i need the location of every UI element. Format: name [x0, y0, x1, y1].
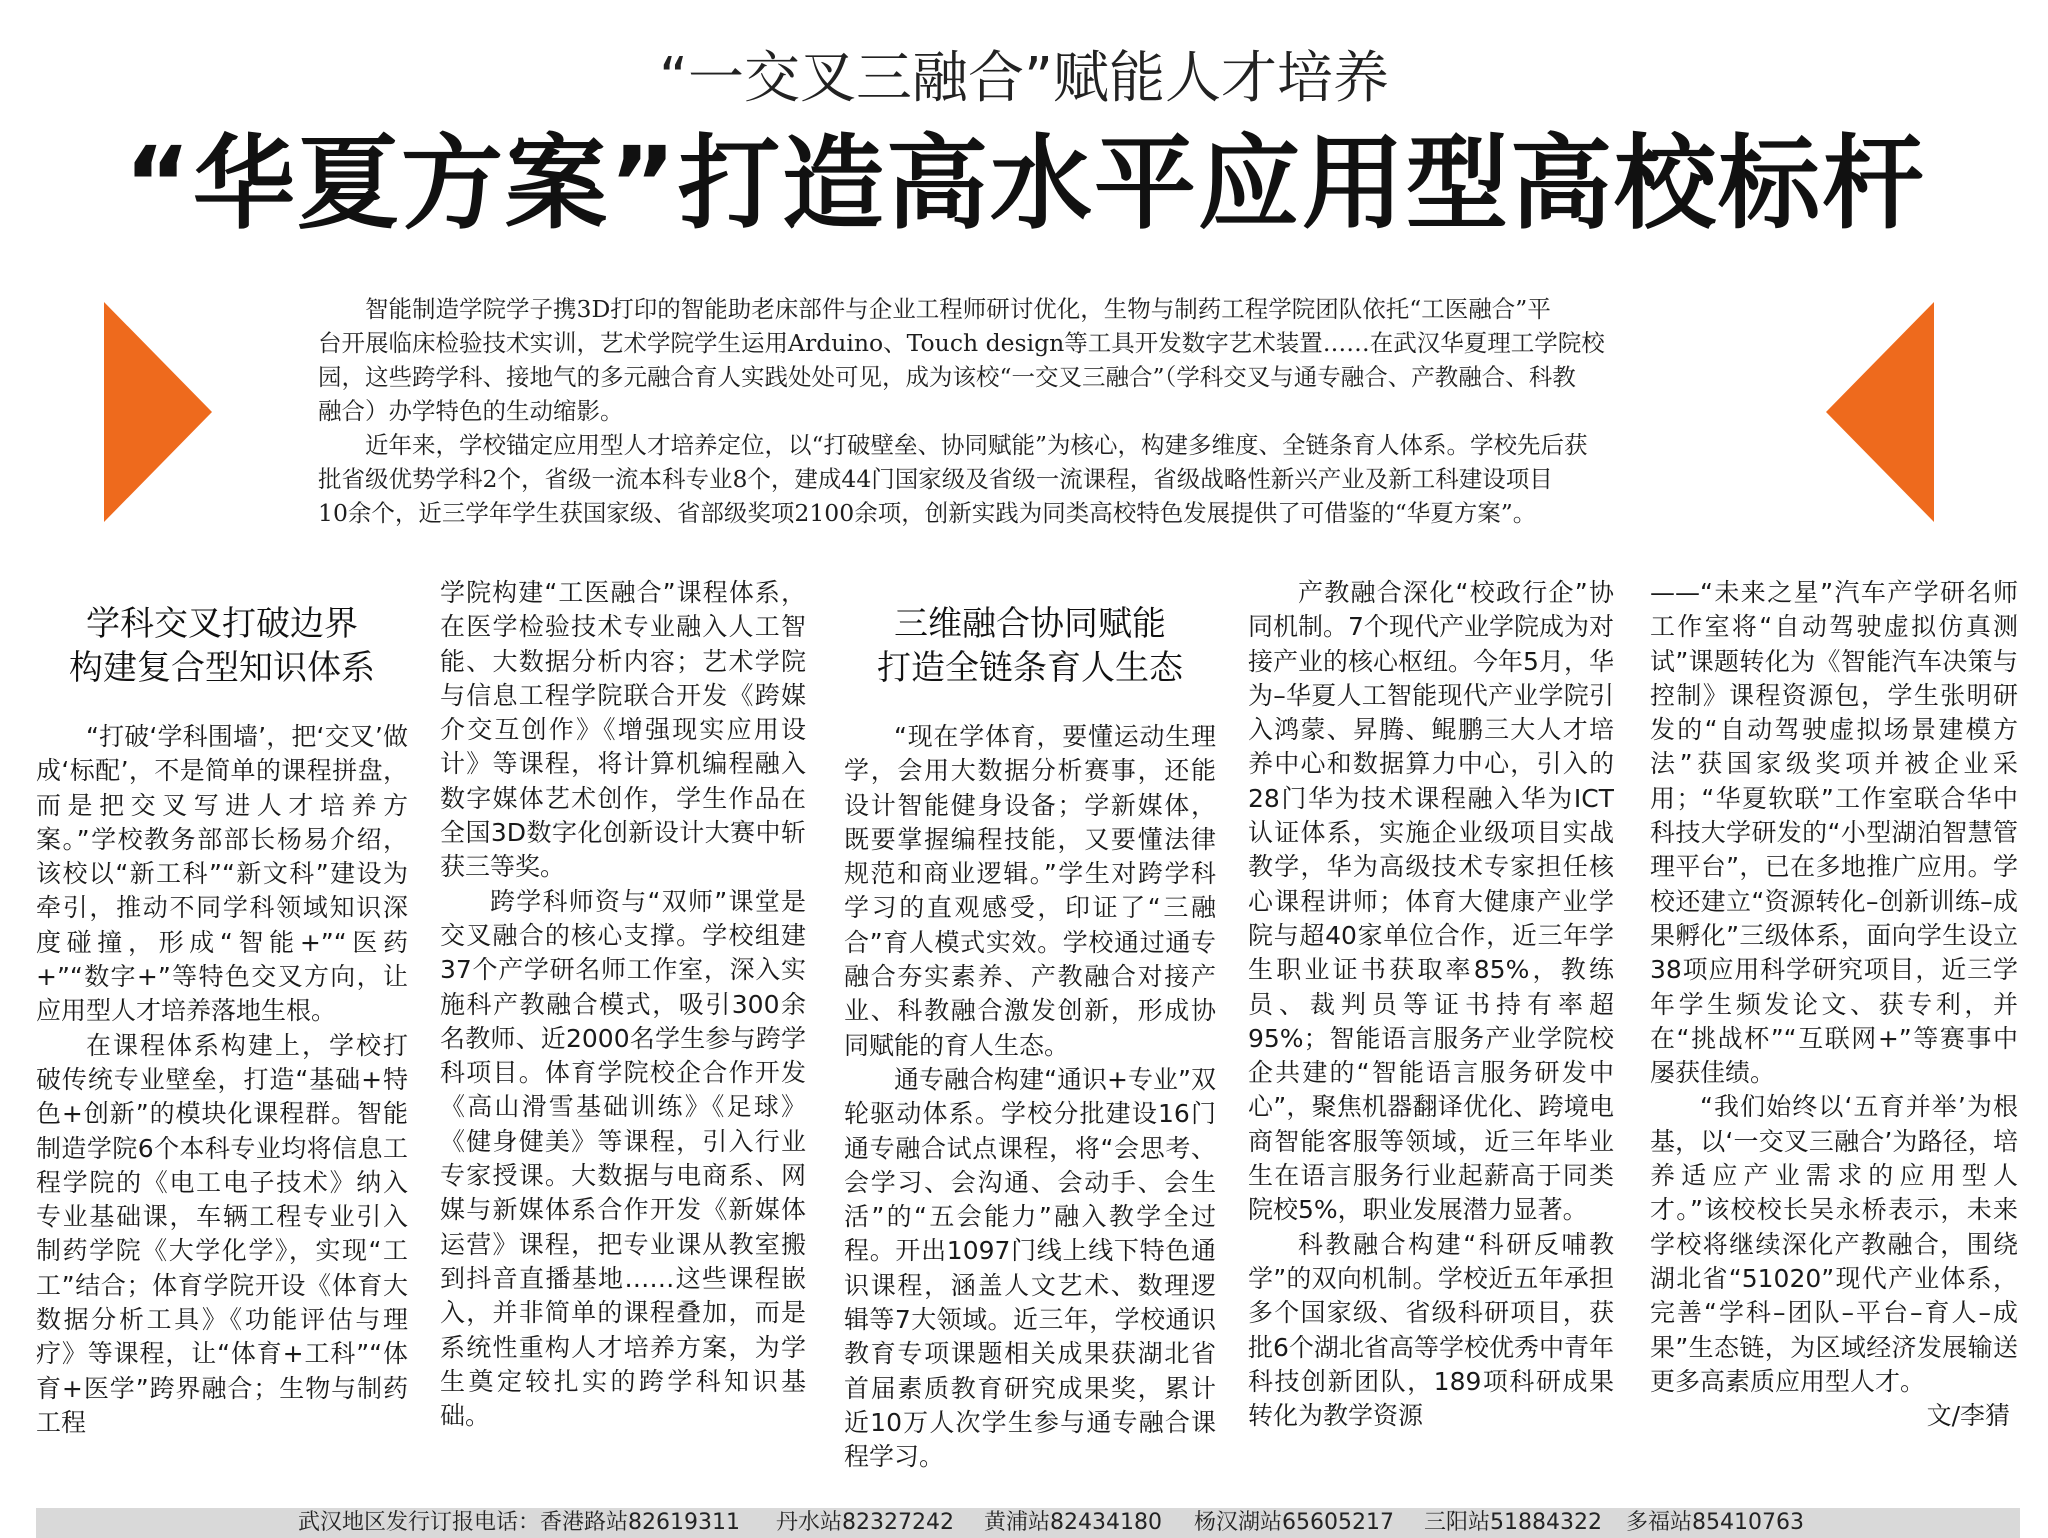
- body-paragraph: 通专融合构建“通识+专业”双轮驱动体系。学校分批建设16门通专融合试点课程，将“会思考、会学习、会沟通、会动手、会生活”的“五会能力”融入教学全过程。开出1097门线上线下特色通识课程，涵盖人文艺术、数理逻辑等7大领域。近三年，学校通识教育专项课题相关成果获湖北省首届素质教育研究成果奖，累计近10万人次学生参与通专融合课程学习。: [844, 1064, 1216, 1472]
- body-paragraph: [1650, 1090, 2018, 1431]
- footer-item: 多福站85410763: [1626, 1510, 1804, 1535]
- body-paragraph: 产教融合深化“校政行企”协同机制。7个现代产业学院成为对接产业的核心枢纽。今年5月，华为–华夏人工智能现代产业学院引入鸿蒙、昇腾、鲲鹏三大人才培养中心和数据算力中心，引入的28门华为技术课程融入华为ICT认证体系，实施企业级项目实战教学，华为高级技术专家担任核心课程讲师；体育大健康产业学院与超40家单位合作，近三年学生职业证书获取率85%，教练员、裁判员等证书持有率超95%；智能语言服务产业学院校企共建的“智能语言服务研发中心”，聚焦机器翻译优化、跨境电商智能客服等领域，近三年毕业生在语言服务行业起薪高于同类院校5%，职业发展潜力显著。: [1248, 578, 1614, 1225]
- intro-line: 10余个，近三学年学生获国家级、省部级奖项2100余项，创新实践为同类高校特色发展提供了可借鉴的“华夏方案”。: [318, 499, 1537, 527]
- article-column-3: [844, 578, 1216, 1490]
- intro-line: 园，这些跨学科、接地气的多元融合育人实践处处可见，成为该校“一交叉三融合”（学科交叉与通专融合、产教融合、科教: [318, 363, 1576, 391]
- headline-title: “华夏方案”打造高水平应用型高校标杆: [123, 125, 1927, 244]
- section-heading-line: 打造全链条育人生态: [877, 648, 1183, 688]
- headline-subtitle: “一交叉三融合”赋能人才培养: [658, 46, 1390, 111]
- footer-item: 武汉地区发行订报电话：香港路站82619311: [298, 1510, 740, 1535]
- intro-line: 近年来，学校锚定应用型人才培养定位，以“打破壁垒、协同赋能”为核心，构建多维度、全链条育人体系。学校先后获: [365, 431, 1588, 459]
- body-paragraph: 跨学科师资与“双师”课堂是交叉融合的核心支撑。学校组建37个产学研名师工作室，深入实施科产教融合模式，吸引300余名教师、近2000名学生参与跨学科项目。体育学院校企合作开发《高山滑雪基础训练》《足球》《健身健美》等课程，引入行业专家授课。大数据与电商系、网媒与新媒体系合作开发《新媒体运营》课程，把专业课从教室搬到抖音直播基地……这些课程嵌入，并非简单的课程叠加，而是系统性重构人才培养方案，为学生奠定较扎实的跨学科知识基础。: [440, 886, 806, 1431]
- body-paragraph: 科教融合构建“科研反哺教学”的双向机制。学校近五年承担多个国家级、省级科研项目，获批6个湖北省高等学校优秀中青年科技创新团队，189项科研成果转化为教学资源: [1248, 1229, 1614, 1431]
- body-paragraph: ——“未来之星”汽车产学研名师工作室将“自动驾驶虚拟仿真测试”课题转化为《智能汽车决策与控制》课程资源包，学生张明研发的“自动驾驶虚拟场景建模方法”获国家级奖项并被企业采用；“华夏软联”工作室联合华中科技大学研发的“小型湖泊智慧管理平台”，已在多地推广应用。学校还建立“资源转化–创新训练–成果孵化”三级体系，面向学生设立38项应用科学研究项目，近三学年学生频发论文、获专利，并在“挑战杯”“互联网+”等赛事中屡获佳绩。: [1650, 578, 2018, 1088]
- footer-item: 黄浦站82434180: [984, 1510, 1162, 1535]
- footer-item: 丹水站82327242: [776, 1510, 954, 1535]
- closing-paragraph-text: “我们始终以‘五育并举’为根基，以‘一交叉三融合’为路径，培养适应产业需求的应用型人才。”该校校长吴永桥表示，未来学校将继续深化产教融合，围绕湖北省“51020”现代产业体系，完善“学科–团队–平台–育人–成果”生态链，为区域经济发展输送更多高素质应用型人才。: [1650, 1092, 2018, 1396]
- intro-line: 台开展临床检验技术实训，艺术学院学生运用Arduino、Touch design等工具开发数字艺术装置……在武汉华夏理工学院校: [318, 329, 1605, 357]
- intro-line: 融合）办学特色的生动缩影。: [318, 397, 624, 425]
- left-arrow-decoration: [104, 302, 212, 522]
- author-byline: 文/李猜: [1926, 1401, 2010, 1431]
- intro-line: 批省级优势学科2个，省级一流本科专业8个，建成44门国家级及省级一流课程，省级战略性新兴产业及新工科建设项目: [318, 465, 1553, 493]
- section-heading-line: 三维融合协同赋能: [894, 604, 1166, 644]
- right-arrow-decoration: [1826, 302, 1934, 522]
- footer-item: 三阳站51884322: [1424, 1510, 1602, 1535]
- intro-block: [318, 292, 1714, 530]
- footer-item: 杨汉湖站65605217: [1194, 1510, 1394, 1535]
- intro-paragraph-2: [318, 428, 1714, 530]
- section-heading-1: [36, 602, 408, 690]
- article-column-5: [1650, 576, 2018, 1488]
- body-paragraph: “现在学体育，要懂运动生理学，会用大数据分析赛事，还能设计智能健身设备；学新媒体，既要掌握编程技能，又要懂法律规范和商业逻辑。”学生对跨学科学习的直观感受，印证了“三融合”育人模式实效。学校通过通专融合夯实素养、产教融合对接产业、科教融合激发创新，形成协同赋能的育人生态。: [844, 722, 1216, 1060]
- article-column-4: [1248, 576, 1614, 1488]
- intro-paragraph-1: [318, 292, 1714, 428]
- body-paragraph: 在课程体系构建上，学校打破传统专业壁垒，打造“基础+特色+创新”的模块化课程群。智能制造学院6个本科专业均将信息工程学院的《电工电子技术》纳入专业基础课，车辆工程专业引入制药学院《大学化学》，实现“工工”结合；体育学院开设《体育大数据分析工具》《功能评估与理疗》等课程，让“体育+工科”“体育+医学”跨界融合；生物与制药工程: [36, 1030, 408, 1437]
- section-heading-line: 学科交叉打破边界: [86, 604, 358, 644]
- body-paragraph: 学院构建“工医融合”课程体系，在医学检验技术专业融入人工智能、大数据分析内容；艺术学院与信息工程学院联合开发《跨媒介交互创作》《增强现实应用设计》等课程，将计算机编程融入数字媒体艺术创作，学生作品在全国3D数字化创新设计大赛中斩获三等奖。: [440, 578, 806, 882]
- intro-line: 智能制造学院学子携3D打印的智能助老床部件与企业工程师研讨优化，生物与制药工程学院团队依托“工医融合”平: [365, 295, 1551, 323]
- section-heading-2: [844, 602, 1216, 690]
- article-column-2: [440, 576, 806, 1488]
- article-column-1: [36, 578, 408, 1490]
- section-heading-line: 构建复合型知识体系: [69, 648, 375, 688]
- body-paragraph: “打破‘学科围墙’，把‘交叉’做成‘标配’，不是简单的课程拼盘，而是把交叉写进人才培养方案。”学校教务部部长杨易介绍，该校以“新工科”“新文科”建设为牵引，推动不同学科领域知识深度碰撞，形成“智能+”“医药+”“数字+”等特色交叉方向，让应用型人才培养落地生根。: [36, 722, 408, 1026]
- distribution-footer-bar: [36, 1508, 2020, 1538]
